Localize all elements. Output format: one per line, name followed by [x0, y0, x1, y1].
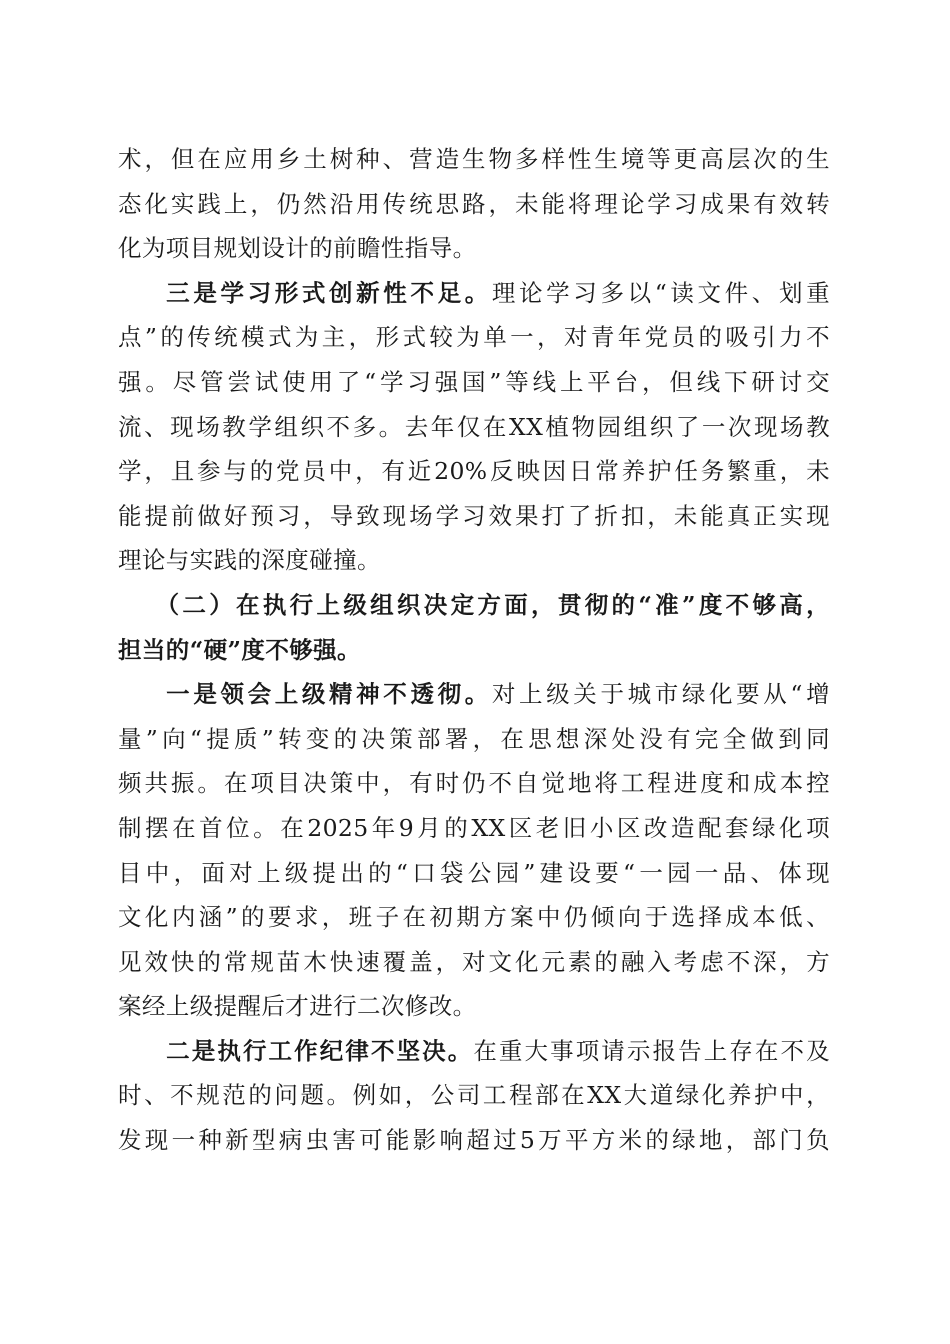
text-line: 见效快的常规苗木快速覆盖，对文化元素的融入考虑不深，方 — [118, 947, 830, 976]
text-line: 化为项目规划设计的前瞻性指导。 — [118, 234, 477, 263]
point-lead: 一是领会上级精神不透彻。 — [166, 680, 492, 709]
text-line: 流、现场教学组织不多。去年仅在XX植物园组织了一次现场教 — [118, 412, 830, 441]
point-text: 对上级关于城市绿化要从“增 — [491, 680, 830, 709]
text-line: 频共振。在项目决策中，有时仍不自觉地将工程进度和成本控 — [118, 769, 830, 798]
point-text: 理论学习多以“读文件、划重 — [491, 278, 830, 307]
text-line: 文化内涵”的要求，班子在初期方案中仍倾向于选择成本低、 — [118, 903, 830, 932]
text-line: 量”向“提质”转变的决策部署，在思想深处没有完全做到同 — [118, 724, 830, 753]
heading-line: （二）在执行上级组织决定方面，贯彻的“准”度不够高， — [155, 590, 830, 619]
section-heading — [118, 583, 830, 672]
paragraph-point-three — [118, 271, 830, 583]
text-line: 时、不规范的问题。例如，公司工程部在XX大道绿化养护中， — [118, 1081, 830, 1110]
point-lead: 二是执行工作纪律不坚决。 — [166, 1036, 474, 1065]
text-line: 学，且参与的党员中，有近20%反映因日常养护任务繁重，未 — [118, 457, 830, 486]
text-line: 制摆在首位。在2025年9月的XX区老旧小区改造配套绿化项 — [118, 813, 830, 842]
paragraph-point-one — [118, 672, 830, 1029]
text-line: 目中，面对上级提出的“口袋公园”建设要“一园一品、体现 — [118, 858, 830, 887]
text-line-first — [118, 672, 830, 717]
text-line: 点”的传统模式为主，形式较为单一，对青年党员的吸引力不 — [118, 323, 830, 352]
text-line: 态化实践上，仍然沿用传统思路，未能将理论学习成果有效转 — [118, 189, 830, 218]
point-lead: 三是学习形式创新性不足。 — [166, 278, 492, 307]
text-line: 案经上级提醒后才进行二次修改。 — [118, 992, 477, 1021]
paragraph-continuation — [118, 137, 830, 271]
text-line-first — [118, 1029, 830, 1074]
document-page — [118, 137, 830, 1163]
heading-line: 担当的“硬”度不够强。 — [118, 635, 361, 664]
text-line: 术，但在应用乡土树种、营造生物多样性生境等更高层次的生 — [118, 145, 830, 173]
point-text: 在重大事项请示报告上存在不及 — [473, 1036, 830, 1065]
text-line: 理论与实践的深度碰撞。 — [118, 546, 381, 575]
paragraph-point-two — [118, 1029, 830, 1163]
text-line: 发现一种新型病虫害可能影响超过5万平方米的绿地，部门负 — [118, 1126, 830, 1155]
text-line-first — [118, 271, 830, 316]
text-line: 强。尽管尝试使用了“学习强国”等线上平台，但线下研讨交 — [118, 367, 830, 396]
text-line: 能提前做好预习，导致现场学习效果打了折扣，未能真正实现 — [118, 501, 830, 530]
